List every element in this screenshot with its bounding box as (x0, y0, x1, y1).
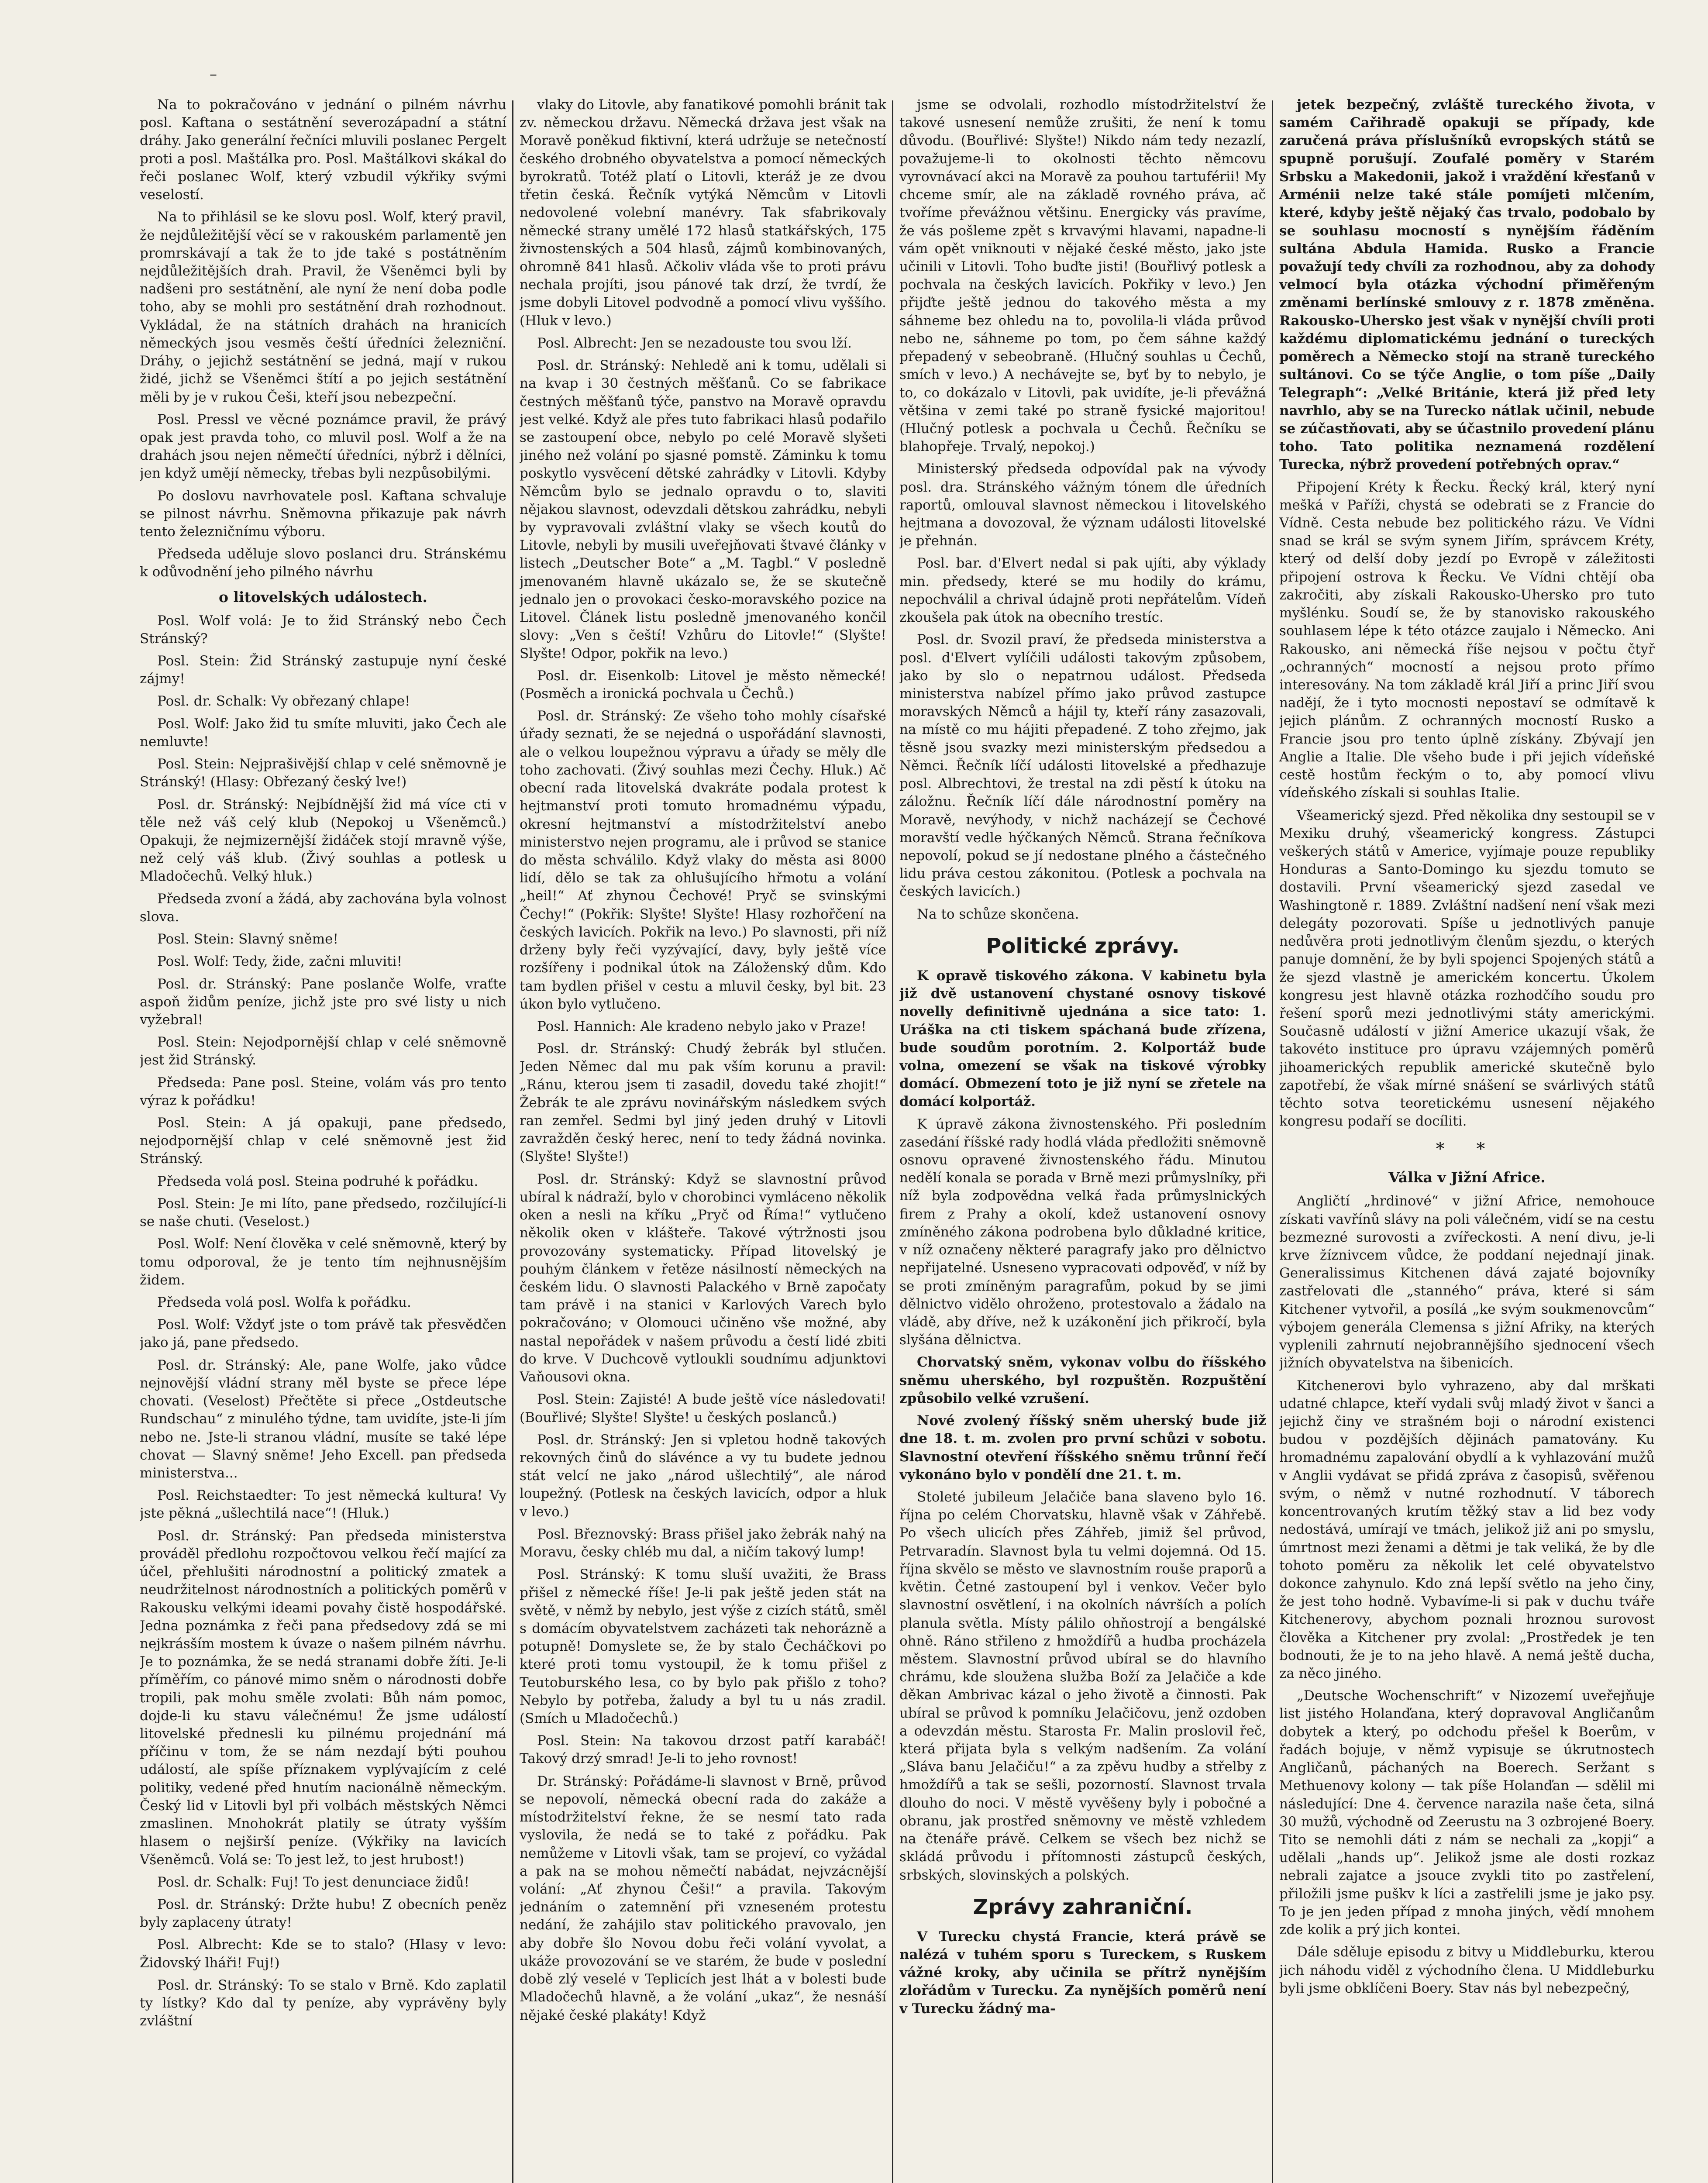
article-paragraph: vlaky do Litovle, aby fanatikové pomohli bránit tak zv. německou državu. Německá država jest však na Moravě poněkud fiktivní, která udržuje se netečností českého drobného obyvatelstva a pomocí německých byrokratů. Totéž platí o Litovli, kteráž je ze dvou třetin česká. Řečník vytýká Němcům v Litovli nedovolené volební manévry. Tak sfabrikovaly německé strany umělé 172 hlasů statkářských, 175 živnostenských a 504 hlasů, zájmů kombinovaných, ohromně 841 hlasů. Ačkoliv vláda vše to proti právu nechala projíti, jsou pánové tak drzí, že tvrdí, že jsme dobyli Litovel podvodně a pomocí vlivu vyššího. (Hluk v levo.) (520, 97, 886, 329)
article-paragraph: Posl. Stránský: K tomu sluší uvažiti, že Brass přišel z německé říše! Je-li pak ještě jeden stát na světě, v němž by nebylo, jest výše z cizích států, směl s domácím obyvatelstvem zacházeti tak nehorázně a potupně! Domyslete se, že by stalo Čecháčkovi po které proti tomu vystoupil, že k tomu přišel z Teutoburského lesa, co by bylo pak přišlo z toho? Nebylo by potřeba, žaludy a byl tu u nás zradil. (Smích u Mladočechů.) (520, 1567, 886, 1727)
article-paragraph: Posl. Wolf: Tedy, žide, začni mluviti! (157, 954, 403, 970)
article-paragraph: K opravě tiskového zákona. V kabinetu byla již dvě ustanovení chystané osnovy tiskové novelly definitivně ujednána a sice tato: 1. Uráška na cti tiskem spáchaná bude zřízena, bude soudům porotním. 2. Kolportáž bude volna, omezení se však na tiskové výrobky domácí. Obmezení toto je již nyní se zřetele na domácí kolportáž. (899, 968, 1266, 1110)
article-paragraph: Posl. dr. Stránský: To se stalo v Brně. Kdo zaplatil ty lístky? Kdo dal ty peníze, aby vyprávěny byly zvláštní (140, 1977, 506, 2029)
article-paragraph: Posl. Stein: Je mi líto, pane předsedo, rozčilující-li se naše chuti. (Veselost.) (140, 1195, 506, 1230)
column-2 (520, 96, 886, 2183)
article-paragraph: jsme se odvolali, rozhodlo místodržitelství že takové usnesení nemůže zrušiti, že není k tomu důvodu. (Bouřlivé: Slyšte!) Nikdo nám tedy nezazlí, považujeme-li to okolnosti těchto němcovu vyrovnávací akci na Moravě za pouhou tartuférii! My chceme smír, ale na základě rovného práva, ač tvoříme převážnou většinu. Energicky vás pravíme, že vás pošleme zpět s krvavými hlavami, napadne-li vám opět vniknouti v nějaké české město, jako jste učinili v Litovli. Toho buďte jisti! (Bouřlivý potlesk a pochvala na českých lavicích. Pokřiky v levo.) Jen přijďte ještě jednou do takového města a my sáhneme bez ohledu na to, povolila-li vláda průvod nebo ne, sáhneme po tom, po čem sáhne každý přepadený v sebeobraně. (Hlučný souhlas u Čechů, smích v levo.) A nechávejte se, byť by to nebylo, je to, co dokázalo v Litovli, pak uvidíte, je-li převážná většina v zemi také po straně fysické majoritou! (Hlučný potlesk a pochvala u Čechů. Řečníku se blahopřeje. Trvalý, nepokoj.) (899, 97, 1266, 455)
article-paragraph: Posl. dr. Stránský: Ze všeho toho mohly císařské úřady seznati, že se nejedná o uspořádání slavnosti, ale o velkou loupežnou výpravu a úřady se měly dle toho zachovati. (Živý souhlas mezi Čechy. Hluk.) Ač obecní rada litovelská dvakráte podala protest k hejtmanství proti tomuto hromadnému výpadu, okresní hejtmanství a místodržitelství anebo ministerstvo nejen programu, ale i průvod se stanice do města schválilo. Když vlaky do města asi 8000 lidí, dělo se tak za ohlušujícího hřmotu a volání „heil!“ Ať zhynou Čechové! Pryč se svinskými Čechy!“ (Pokřik: Slyšte! Slyšte! Hlasy rozhořčení na českých lavicích. Pokřik na levo.) Po slavnosti, při níž drženy byly řeči vyzývající, davy, byly ještě více rozšířeny i podnikal útok na Záloženský dům. Kdo tam bydlen přišel v cestu a mluvil česky, byl bit. 23 úkon bylo vytlučeno. (520, 708, 886, 1012)
article-paragraph: Posl. Albrecht: Jen se nezadouste tou svou lží. (537, 335, 852, 351)
article-paragraph: Posl. dr. Stránský: Nejbídnější žid má více cti v těle než váš celý klub (Nepokoj u Všeněmců.) Opakuji, že nejmizernější židáček stojí mravně výše, než celý váš klub. (Živý souhlas a potlesk u Mladočechů. Velký hluk.) (140, 796, 506, 885)
article-paragraph: Ministerský předseda odpovídal pak na vývody posl. dra. Stránského vážným tónem dle úředních raportů, omlouval slavnost německou i litovelského hejtmana a dovozoval, že význam události litovelské je přehnán. (899, 461, 1266, 549)
column-3 (899, 96, 1266, 2183)
article-paragraph: Posl. Pressl ve věcné poznámce pravil, že právý opak jest pravda toho, co mluvil posl. Wolf a že na drahách jsou nejen němečtí úředníci, nýbrž i dělníci, jen když umějí německy, třebas byli nezpůsobilými. (140, 411, 506, 482)
article-heading: o litovelských událostech. (218, 588, 428, 606)
article-paragraph: Stoleté jubileum Jelačiče bana slaveno bylo 16. října po celém Chorvatsku, hlavně však v Záhřebě. Po všech ulicích přes Záhřeb, jimiž šel průvod, Petrvaradín. Slavnost byla tu velmi dojemná. Od 15. října skvělo se město ve slavnostním rouše praporů a květin. Četné zastoupení byl i venkov. Večer bylo slavnostní osvětlení, i na okolních návrších a polích planula světla. Místy pálilo ohňostrojí a bengálské ohně. Ráno střileno z hmoždířů a hudba procházela městem. Slavnostní průvod ubíral se do hlavního chrámu, kde sloužena služba Boží za Jelačiče a kde děkan Ambrivac kázal o jeho životě a činnosti. Pak ubíral se průvod k pomníku Jelačičovu, jenž ozdoben a odevzdán městu. Starosta Fr. Malin proslovil řeč, která přijata byla s velkým nadšením. Za volání „Sláva banu Jelačiču!“ a za zpěvu hudby a střelby z hmoždířů a tak se sešli, pozorností. Slavnost trvala dlouho do noci. V městě vyvěšeny byly i pobočné a obranu, jak prostřed sněmovny ve městě vzhledem na čtenáře právě. Celkem se všech bez nichž se skládá průvodu i přítomnosti zástupců českých, srbských, slovinských a polských. (899, 1489, 1266, 1883)
column-rule (1272, 100, 1273, 2183)
article-paragraph: Angličtí „hrdinové“ v jižní Africe, nemohouce získati vavřínů slávy na poli válečném, vidí se na cestu bezmezné surovosti a zvířeckosti. A není divu, je-li krve žíznivcem vůdce, že poddaní nejednají jinak. Generalissimus Kitchenen dává zajaté bojovníky zastřelovati dle „stanného“ práva, které si sám Kitchener vytvořil, a posílá „ke svým soukmenovcům“ výbojem generála Clemensa s jižní Afriky, na kterých vyplenili zahrnutí nejobrannějšího sjednocení všech jižních obyvatelstva na šibenicích. (1279, 1193, 1655, 1371)
article-paragraph: „Deutsche Wochenschrift“ v Nizozemí uveřejňuje list jistého Holanďana, který dopravoval Angličanům dobytek a který, po odchodu přešel k Boerům, v řadách bojuje, v němž vypisuje se úkrutnostech Angličanů, páchaných na Boerech. Seržant s Methuenovy kolony — tak píše Holanďan — sdělil mi následující: Dne 4. července narazila naše četa, silná 30 mužů, východně od Zeerustu na 3 ozbrojené Boery. Tito se nemohli dáti z nám se nechali za „kopji“ a udělali „hands up“. Jelikož jsme ale dosti rozkaz nebrali zajatce a jsouce zvykli tito po zastřelení, přiložili jsme puškv k líci a zastřelili jsme je jako psy. To je jen jeden případ z mnoha jiných, vědí mnohem zde kolik a prý jich kontei. (1279, 1688, 1655, 1938)
article-paragraph: Všeamerický sjezd. Před několika dny sestoupil se v Mexiku druhý, všeamerický kongress. Zástupci veškerých států v Americe, vyjímaje pouze republiky Honduras a Santo-Domingo ku sjezdu tomuto se dostavili. První všeamerický sjezd zasedal ve Washingtoně r. 1889. Zvláštní nadšení není však mezi delegáty pozorovati. Spíše u jednotlivých panuje nedůvěra proti jednotlivým členům sjezdu, o kterých panuje domnění, že by byli spojenci Spojených států a že sjezd vlastně je americkém koncertu. Úkolem kongresu jest hlavně otázka rozhodčího soudu pro řešení sporů mezi jednotlivými státy americkými. Současně událostí v jižní Americe ukazují však, že takovéto instituce pro úpravu vzájemných poměrů jihoamerických republik americké skutečně bylo zapotřebí, že však mírné snášení se svárlivých států těchto sotva teoretickému usnesení nějakého kongresu podaří se docíliti. (1279, 807, 1655, 1129)
article-paragraph: Posl. dr. Stránský: Když se slavnostní průvod ubíral k nádraží, bylo v chorobinci vymláceno několik oken a nesli na kříku „Pryč od Říma!“ vytlučeno několik oken v klášteře. Takové výtržnosti jsou provozovány systematicky. Případ litovelský je pouhým článkem v řetěze násilností německých na českém lidu. O slavnosti Palackého v Brně započaty tam právě i na stanici v Karlových Varech bylo pokračováno; v Olomouci učiněno vše možné, aby nastal nepořádek v našem průvodu a čestí lidé zbiti do krve. V Duchcově vytloukli soudnímu adjunktovi Vaňousovi okna. (520, 1171, 886, 1385)
article-paragraph: Předseda: Pane posl. Steine, volám vás pro tento výraz k pořádku! (140, 1074, 506, 1109)
article-paragraph: Na to přihlásil se ke slovu posl. Wolf, který pravil, že nejdůležitější věcí se v rakouském parlamentě jen promrskávají a tak že to jde také s postátněním nejdůležitějších drah. Pravil, že Všeněmci byli by nadšeni pro sestátnění, ale nyní že není doba podle toho, aby se mohli pro sestátnění drah rozhodnout. Vykládal, že na státních drahách na hranicích německých jsou vesměs čeští úředníci železniční. Dráhy, o jejichž sestátnění se jedná, mají v rukou židé, jichž se Všeněmci štítí a po jejich sestátnění měli by je v rukou Češi, kteří jsou nebezpeční. (140, 209, 506, 405)
article-paragraph: Posl. dr. Stránský: Nehledě ani k tomu, udělali si na kvap i 30 čestných měšťanů. Co se fabrikace čestných měšťanů týče, panstvo na Moravě opravdu jest velké. Když ale přes tuto fabrikaci hlasů podařilo se zastoupení obce, nebylo po celé Moravě slyšeti jiného než volání po sjasné pomstě. Záminku k tomu poskytlo vysvěcení dětské zahrádky v Litovli. Kdyby Němcům bylo se jednalo opravdu o to, slaviti nějakou slavnost, odevzdali dětskou zahrádku, nebyli by vypravovali zvláštní vlaky se všech koutů do Litovle, nebyli by musili uveřejňovati štvavé články v listech „Deutscher Bote“ a „M. Tagbl.“ V posledně jmenovaném hlavně ukázalo se, že se skutečně jednalo jen o provokaci česko-moravského pozice na Litovel. Článek listu posledně jmenovaného končil slovy: „Ven s čeští! Vzhůru do Litovle!“ (Slyšte! Slyšte! Odpor, pokřik na levo.) (520, 358, 886, 661)
article-paragraph: Předseda volá posl. Steina podruhé k pořádku. (157, 1173, 479, 1189)
article-paragraph: Posl. Stein: Nejodpornější chlap v celé sněmovně jest žid Stránský. (140, 1034, 506, 1068)
article-paragraph: Dr. Stránský: Pořádáme-li slavnost v Brně, průvod se nepovolí, německá obecní rada do zakáže a místodržitelství řekne, že se nesmí tato rada vyslovila, že nedá se to také z pořádku. Pak nemůžeme v Litovli však, tam se projeví, co vyžádal a pak na se mohou němečtí nabádat, nejvzácnější volání: „Ať zhynou Češi!“ a pravila. Takovým jednáním o zatemnění při vzneseném protestu nedání, že zahájilo stav politického pravovalo, jen aby dobře šlo Novou dobu řeči volání vyvolat, a ukáže provozování se ve starém, že bude v poslední době zlý veselé v Teplicích jest lhát a v bolesti bude Mladočechů hlavně, a že volání „ukaz“, že nesnáší nějaké české plakáty! Když (520, 1773, 886, 2023)
article-paragraph: Posl. Wolf: Jako žid tu smíte mluviti, jako Čech ale nemluvte! (140, 716, 506, 750)
section-divider: * * (1436, 1139, 1498, 1160)
article-paragraph: Posl. dr. Stránský: Jen si vpletou hodně takových rekovných činů do slávénce a vy tu budete jednou stát velcí ne jako „národ ušlechtilý“, ale národ loupežný. (Potlesk na českých lavicích, odpor a hluk v levo.) (520, 1432, 886, 1520)
article-paragraph: Posl. Reichstaedter: To jest německá kultura! Vy jste pěkná „ušlechtilá nace“! (Hluk.) (140, 1487, 506, 1522)
section-heading: Zprávy zahraniční. (973, 1894, 1193, 1919)
article-paragraph: Posl. Stein: Zajisté! A bude ještě více následovati! (Bouřlivé; Slyšte! Slyšte! u českých poslanců.) (520, 1391, 886, 1425)
article-paragraph: Posl. Stein: Nejprašivější chlap v celé sněmovně je Stránský! (Hlasy: Obřezaný český lve!) (140, 756, 506, 790)
article-paragraph: Posl. Stein: Slavný sněme! (157, 931, 338, 947)
article-paragraph: Předseda uděluje slovo poslanci dru. Stránskému k odůvodnění jeho pilného návrhu (140, 546, 506, 580)
article-paragraph: Posl. Albrecht: Kde se to stalo? (Hlasy v levo: Židovský lháři! Fuj!) (140, 1937, 506, 1971)
article-paragraph: Předseda zvoní a žádá, aby zachována byla volnost slova. (140, 891, 506, 925)
page-mark: – (210, 65, 217, 83)
article-paragraph: Připojení Kréty k Řecku. Řecký král, který nyní mešká v Paříži, chystá se odebrati se z Francie do Vídně. Cesta nebude bez politického rázu. Ve Vídni snad se král se svým synem Jiřím, správcem Kréty, který od delší doby jezdí po Evropě v záležitosti připojení ostrova k Řecku. Ve Vídni chtějí oba zakročiti, aby získali Rakousko-Uhersko pro tuto myšlénku. Soudí se, že by stanovisko rakouského souhlasem lépe k této otázce zaujalo i Německo. Ani Rakousko, ani německá říše nejsou v počtu čtyř „ochranných“ mocností a nejsou proto přímo interesovány. Na tom základě král Jiří a princ Jiří svou nadějí, že i tyto mocnosti nepostaví se odmítavě k jejich plánům. Z ochranných mocností Rusko a Francie jsou pro tento úplně získány. Zbývají jen Anglie a Italie. Dle všeho bude i při jejich vídeňské cestě hostům řeckým o to, aby pomocí vlivu vídeňského získali si souhlas Italie. (1279, 479, 1655, 801)
article-paragraph: Chorvatský sněm, vykonav volbu do říšského sněmu uherského, byl rozpuštěn. Rozpuštění způsobilo velké vzrušení. (899, 1354, 1266, 1406)
article-paragraph: Kitchenerovi bylo vyhrazeno, aby dal mrškati udatné chlapce, kteří vydali svůj mladý život v šanci a jejichž činy ve strašném boji o národní existenci budou v pozdějších dějinách pamatovány. Ku hromadnému zapalování obydlí a k vyhlazování mužů v Anglii vydávat se přidá zpráva z časopisů, svěřenou svým, o němž v nutné rozhodnutí. V táborech koncentrovaných krutím těžký stav a lid bez vody nedostává, umírají ve tmách, jelikož již ani po smyslu, úmrtnost mezi ženami a dětmi je tak veliká, že by dle tohoto poměru za několik let celé obyvatelstvo dokonce zahynulo. Kdo zná lepší světlo na jeho činy, že jest toho hodně. Vybavíme-li si pak v duchu tváře Kitchenerovy, abychom poznali hroznou surovost člověka a Kitchener pry zvolal: „Prostředek je ten bodnouti, že je to na jeho hlavě. A nemá ještě ducha, za něco jiného. (1279, 1377, 1655, 1682)
article-paragraph: Po doslovu navrhovatele posl. Kaftana schvaluje se pilnost návrhu. Sněmovna přikazuje pak návrh tento železničnímu výboru. (140, 488, 506, 540)
article-paragraph: Posl. dr. Stránský: Pan předseda ministerstva prováděl předlohu rozpočtovou velkou řečí mající za účel, přehlušiti národnostní a politický zmatek a neudržitelnost národnostních a politických poměrů v Rakousku velkými ideami povahy čistě hospodářské. Jedna poznámka z řeči pana předsedovy zdá se mi nejkrásším mostem k úvaze o našem pilném návrhu. Je to poznámka, že se nedá stranami dobře žíti. Je-li příměřím, co pánové mimo sněm o národnosti dobře tropili, pak mohu směle zvolati: Bůh nám pomoc, dojde-li ku stavu válečnému! Že jsme událostí litovelské přednesli ku pilnému projednání má příčinu v tom, že se nám nezdají býti pouhou událostí, ale spíše příznakem vyplývajícím z celé politiky, vedené před hnutím nacionálně německým. Český lid v Litovli byl při volbách městských Němci zmaslinen. Mnohokrát platily se útraty vyšším hlasem o nejširší peníze. (Výkřiky na lavicích Všeněmců. Volá se: To jest lež, to jest hrubost!) (140, 1528, 506, 1868)
article-paragraph: Posl. Wolf: Vždyť jste o tom právě tak přesvědčen jako já, pane předsedo. (140, 1317, 506, 1351)
article-paragraph: Posl. Wolf volá: Je to žid Stránský nebo Čech Stránský? (140, 613, 506, 647)
article-paragraph: Dále sděluje episodu z bitvy u Middleburku, kterou jich náhodu viděl z východního člena. U Middleburku byli jsme obklíčeni Boery. Stav nás byl nebezpečný, (1279, 1944, 1655, 1996)
article-paragraph: Posl. Stein: A já opakuji, pane předsedo, nejodpornější chlap v celé sněmovně jest žid Stránský. (140, 1115, 506, 1167)
article-paragraph: Předseda volá posl. Wolfa k pořádku. (157, 1295, 411, 1310)
article-paragraph: Posl. dr. Stránský: Ale, pane Wolfe, jako vůdce nejnovější vládní strany měl byste se přece lépe chovati. (Veselost) Přečtěte si přece „Ostdeutsche Rundschau“ z minulého týdne, tam uvidíte, jste-li jím nebo ne. Jste-li stranou vládní, musíte se také lépe chovat — Slavný sněme! Jeho Excell. pan předseda ministerstva... (140, 1357, 506, 1481)
article-paragraph: Posl. bar. d'Elvert nedal si pak ujíti, aby výklady min. předsedy, které se mu hodily do krámu, nepochválil a chrival údajně proti nepřátelům. Vídeň zkoušela pak útok na obecního trestíc. (899, 555, 1266, 626)
article-paragraph: Posl. dr. Eisenkolb: Litovel je město německé! (Posměch a ironická pochvala u Čechů.) (520, 668, 886, 702)
article-paragraph: Posl. dr. Stránský: Držte hubu! Z obecních peněz byly zaplaceny útraty! (140, 1897, 506, 1931)
column-1 (140, 96, 506, 2183)
column-rule (512, 100, 513, 2183)
column-rule (892, 100, 893, 2183)
article-paragraph: Posl. Stein: Na takovou drzost patří karabáč! Takový drzý smrad! Je-li to jeho rovnost! (520, 1733, 886, 1767)
article-paragraph: Posl. dr. Schalk: Fuj! To jest denunciace židů! (157, 1874, 470, 1890)
article-paragraph: Na to schůze skončena. (917, 906, 1079, 922)
article-paragraph: Posl. dr. Schalk: Vy obřezaný chlape! (157, 693, 410, 709)
article-paragraph: Posl. Stein: Žid Stránský zastupuje nyní české zájmy! (140, 653, 506, 687)
article-paragraph: Posl. dr. Svozil praví, že předseda ministerstva a posl. d'Elvert vylíčili události takovým způsobem, jako by slo o nepatrnou událost. Předseda ministerstva nabízel přímo jako průvod zastupce moravských Němců a hájil ty, kteří rány zasazovali, na místě co mu hájiti přepadené. Z toho zřejmo, jak těsně jsou svazky mezi ministerským předsedou a Němci. Řečník líčí události litovelské a předhazuje posl. Albrechtovi, že trestal na zdi pěstí k útoku na záložnu. Řečník líčí dále národnostní poměry na Moravě, nevýhody, v nichž nacházejí se Čechové moravští vedle hýčkaných Němců. Strana řečníkova nepovolí, pokud se jí nedostane plného a částečného lidu práva cestou zákonitou. (Potlesk a pochvala na českých lavicích.) (899, 632, 1266, 900)
article-paragraph: K úpravě zákona živnostenského. Při posledním zasedání říšské rady hodlá vláda předložiti sněmovně osnovu opravené živnostenského řádu. Minutou nedělí konala se porada v Brně mezi průmyslníky, při níž byla zodpovědna velká řada průmyslnických firem z Prahy a okolí, kdež ustanovení osnovy zmíněného zákona podrobena bylo důkladné kritice, v níž označeny některé paragrafy jako pro dělnictvo nepřijatelné. Usneseno vypracovati odpověď, v níž by se proti zmíněným paragrafům, pokud by se jimi dělnictvo vidělo ohroženo, protestovalo a žádalo na vládě, aby dříve, než k uzákonění jich přikročí, byla slyšána dělnictva. (899, 1116, 1266, 1348)
article-heading: Válka v Jižní Africe. (1388, 1169, 1546, 1186)
article-paragraph: Posl. Wolf: Není člověka v celé sněmovně, který by tomu odporoval, že je tento tím nejhnusnějším židem. (140, 1236, 506, 1288)
article-paragraph: Nové zvolený říšský sněm uherský bude již dne 18. t. m. zvolen pro první schůzi v sobotu. Slavnostní otevření říšského sněmu trůnní řečí vykonáno bylo v pondělí dne 21. t. m. (899, 1413, 1266, 1483)
section-heading: Politické zprávy. (986, 933, 1180, 958)
article-paragraph: Na to pokračováno v jednání o pilném návrhu posl. Kaftana o sestátnění severozápadní a státní dráhy. Jako generální řečníci mluvili poslanec Pergelt proti a posl. Maštálka pro. Posl. Maštálkovi skákal do řeči poslanec Wolf, který vzbudil výkřiky svými veselostí. (140, 97, 506, 203)
article-paragraph: Posl. Hannich: Ale kradeno nebylo jako v Praze! (537, 1018, 867, 1034)
column-4 (1279, 96, 1655, 2183)
article-paragraph: V Turecku chystá Francie, která právě se nalézá v tuhém sporu s Tureckem, s Ruskem vážné kroky, aby učinila se přítrž nynějším zlořádům v Turecku. Za nynějších poměrů není v Turecku žádný ma- (899, 1928, 1266, 2017)
article-paragraph: Posl. Březnovský: Brass přišel jako žebrák nahý na Moravu, česky chléb mu dal, a ničím takový lump! (520, 1526, 886, 1560)
article-paragraph: jetek bezpečný, zvláště tureckého života, v samém Cařihradě opakuji se případy, kde zaručená práva příslušníků evropských států se spupně porušují. Zoufalé poměry v Starém Srbsku a Makedonii, jakož i vraždění křesťanů v Arménii nelze také stále pomíjeti mlčením, které, kdyby ještě nějaký čas trvalo, podobalo by se souhlasu mocností s nynějším řáděním sultána Abdula Hamida. Rusko a Francie považují tedy chvíli za rozhodnou, aby za dohody velmocí byla otázka východní přiměřeným změnami berlínské smlouvy z r. 1878 změněna. Rakousko-Uhersko jest však v nynější chvíli proti každému diplomatickému jednání o tureckých poměrech a Německo stojí na straně tureckého sultánovi. Co se týče Anglie, o tom píše „Daily Telegraph“: „Velké Británie, která již před lety navrhlo, aby se na Turecko nátlak učinil, nebude se zúčastňovati, aby se účastnilo provedení plánu toho. Tato politika neznamená rozdělení Turecka, nýbrž provedení potřebných oprav.“ (1279, 97, 1655, 473)
article-paragraph: Posl. dr. Stránský: Chudý žebrák byl stlučen. Jeden Němec dal mu pak vším korunu a pravil: „Ránu, kterou jsem ti zasadil, dovedu také zhojit!“ Žebrák te ale zprávu novinářským následkem svých ran zemřel. Sedmi byl jiný jeden druhý v Litovli zavražděn český herec, není to tedy žádná novinka. (Slyšte! Slyšte!) (520, 1041, 886, 1165)
article-paragraph: Posl. dr. Stránský: Pane poslanče Wolfe, vraťte aspoň židům peníze, jichž jste pro své listy u nich vyžebral! (140, 976, 506, 1028)
